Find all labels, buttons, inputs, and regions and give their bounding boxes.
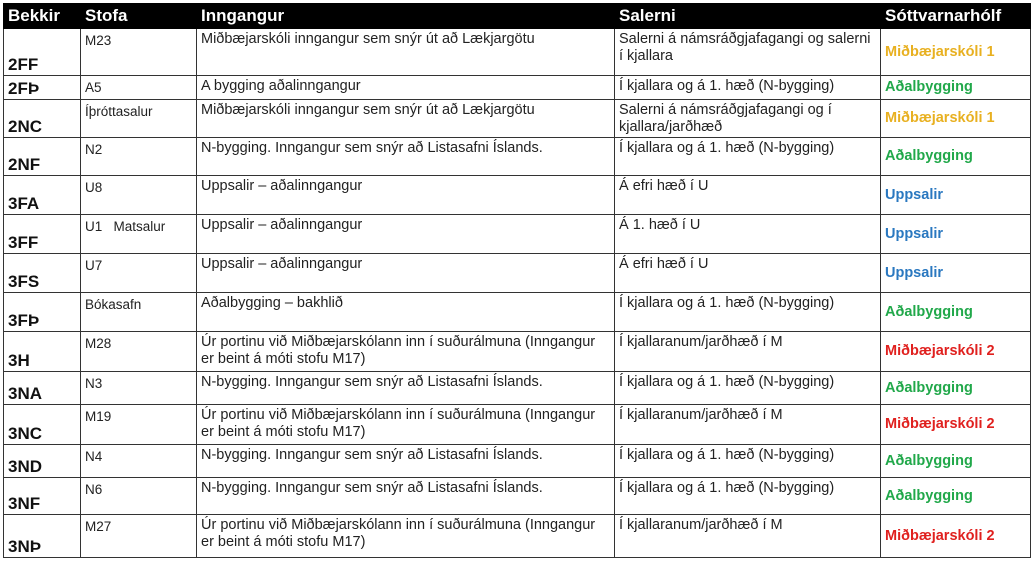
cell-sottvarnarholf: Miðbæjarskóli 2 bbox=[881, 405, 1031, 445]
cell-salerni: Í kjallara og á 1. hæð (N-bygging) bbox=[615, 293, 881, 332]
cell-inngangur: N-bygging. Inngangur sem snýr að Listasafni Íslands. bbox=[197, 478, 615, 515]
cell-inngangur: Miðbæjarskóli inngangur sem snýr út að Lækjargötu bbox=[197, 29, 615, 76]
cell-bekkir: 2FF bbox=[4, 29, 81, 76]
cell-salerni: Salerni á námsráðgjafagangi og salerni í kjallara bbox=[615, 29, 881, 76]
cell-salerni: Í kjallara og á 1. hæð (N-bygging) bbox=[615, 138, 881, 176]
cell-salerni: Á 1. hæð í U bbox=[615, 215, 881, 254]
cell-stofa: Íþróttasalur bbox=[81, 100, 197, 138]
cell-salerni: Á efri hæð í U bbox=[615, 254, 881, 293]
cell-stofa: N2 bbox=[81, 138, 197, 176]
cell-sottvarnarholf: Aðalbygging bbox=[881, 293, 1031, 332]
cell-stofa: U1 Matsalur bbox=[81, 215, 197, 254]
cell-stofa: N6 bbox=[81, 478, 197, 515]
cell-inngangur: Uppsalir – aðalinngangur bbox=[197, 254, 615, 293]
table-row bbox=[4, 478, 1031, 515]
cell-stofa: M28 bbox=[81, 332, 197, 372]
cell-sottvarnarholf: Aðalbygging bbox=[881, 372, 1031, 405]
table-row bbox=[4, 76, 1031, 100]
cell-salerni: Salerni á námsráðgjafagangi og í kjallara/jarðhæð bbox=[615, 100, 881, 138]
cell-stofa: M27 bbox=[81, 515, 197, 558]
cell-stofa: M23 bbox=[81, 29, 197, 76]
cell-salerni: Í kjallara og á 1. hæð (N-bygging) bbox=[615, 445, 881, 478]
header-row bbox=[4, 4, 1031, 29]
cell-bekkir: 3NÞ bbox=[4, 515, 81, 558]
cell-bekkir: 3FA bbox=[4, 176, 81, 215]
table-row bbox=[4, 515, 1031, 558]
table-row bbox=[4, 100, 1031, 138]
table-row bbox=[4, 372, 1031, 405]
cell-sottvarnarholf: Miðbæjarskóli 1 bbox=[881, 100, 1031, 138]
table-row bbox=[4, 176, 1031, 215]
header-stofa: Stofa bbox=[81, 4, 197, 29]
cell-salerni: Í kjallaranum/jarðhæð í M bbox=[615, 332, 881, 372]
cell-bekkir: 3H bbox=[4, 332, 81, 372]
cell-bekkir: 2NF bbox=[4, 138, 81, 176]
cell-inngangur: N-bygging. Inngangur sem snýr að Listasafni Íslands. bbox=[197, 372, 615, 405]
cell-sottvarnarholf: Miðbæjarskóli 2 bbox=[881, 515, 1031, 558]
cell-salerni: Í kjallaranum/jarðhæð í M bbox=[615, 515, 881, 558]
cell-inngangur: Uppsalir – aðalinngangur bbox=[197, 176, 615, 215]
table-row bbox=[4, 138, 1031, 176]
cell-sottvarnarholf: Uppsalir bbox=[881, 254, 1031, 293]
table-row bbox=[4, 293, 1031, 332]
cell-sottvarnarholf: Uppsalir bbox=[881, 176, 1031, 215]
cell-inngangur: Miðbæjarskóli inngangur sem snýr út að Lækjargötu bbox=[197, 100, 615, 138]
cell-bekkir: 3FF bbox=[4, 215, 81, 254]
header-sottvarnarholf: Sóttvarnarhólf bbox=[881, 4, 1031, 29]
cell-sottvarnarholf: Uppsalir bbox=[881, 215, 1031, 254]
table-row bbox=[4, 254, 1031, 293]
table-row bbox=[4, 29, 1031, 76]
cell-sottvarnarholf: Aðalbygging bbox=[881, 76, 1031, 100]
cell-sottvarnarholf: Aðalbygging bbox=[881, 478, 1031, 515]
cell-salerni: Í kjallara og á 1. hæð (N-bygging) bbox=[615, 372, 881, 405]
cell-salerni: Í kjallaranum/jarðhæð í M bbox=[615, 405, 881, 445]
header-inngangur: Inngangur bbox=[197, 4, 615, 29]
cell-inngangur: N-bygging. Inngangur sem snýr að Listasafni Íslands. bbox=[197, 138, 615, 176]
cell-stofa: A5 bbox=[81, 76, 197, 100]
table-row bbox=[4, 405, 1031, 445]
cell-inngangur: Úr portinu við Miðbæjarskólann inn í suðurálmuna (Inngangur er beint á móti stofu M17) bbox=[197, 332, 615, 372]
table-row bbox=[4, 215, 1031, 254]
classroom-table bbox=[3, 3, 1031, 558]
cell-stofa: N4 bbox=[81, 445, 197, 478]
cell-inngangur: N-bygging. Inngangur sem snýr að Listasafni Íslands. bbox=[197, 445, 615, 478]
cell-salerni: Í kjallara og á 1. hæð (N-bygging) bbox=[615, 478, 881, 515]
cell-sottvarnarholf: Miðbæjarskóli 1 bbox=[881, 29, 1031, 76]
cell-stofa: N3 bbox=[81, 372, 197, 405]
cell-inngangur: Aðalbygging – bakhlið bbox=[197, 293, 615, 332]
cell-sottvarnarholf: Miðbæjarskóli 2 bbox=[881, 332, 1031, 372]
cell-sottvarnarholf: Aðalbygging bbox=[881, 445, 1031, 478]
table-row bbox=[4, 445, 1031, 478]
header-bekkir: Bekkir bbox=[4, 4, 81, 29]
cell-bekkir: 3NF bbox=[4, 478, 81, 515]
cell-stofa: U8 bbox=[81, 176, 197, 215]
table-row bbox=[4, 332, 1031, 372]
cell-bekkir: 3ND bbox=[4, 445, 81, 478]
cell-inngangur: Úr portinu við Miðbæjarskólann inn í suðurálmuna (Inngangur er beint á móti stofu M17) bbox=[197, 405, 615, 445]
cell-bekkir: 2NC bbox=[4, 100, 81, 138]
cell-stofa: M19 bbox=[81, 405, 197, 445]
cell-bekkir: 3NA bbox=[4, 372, 81, 405]
cell-salerni: Á efri hæð í U bbox=[615, 176, 881, 215]
header-salerni: Salerni bbox=[615, 4, 881, 29]
cell-bekkir: 3NC bbox=[4, 405, 81, 445]
cell-inngangur: Uppsalir – aðalinngangur bbox=[197, 215, 615, 254]
cell-bekkir: 2FÞ bbox=[4, 76, 81, 100]
cell-bekkir: 3FÞ bbox=[4, 293, 81, 332]
cell-sottvarnarholf: Aðalbygging bbox=[881, 138, 1031, 176]
cell-inngangur: A bygging aðalinngangur bbox=[197, 76, 615, 100]
cell-salerni: Í kjallara og á 1. hæð (N-bygging) bbox=[615, 76, 881, 100]
cell-inngangur: Úr portinu við Miðbæjarskólann inn í suðurálmuna (Inngangur er beint á móti stofu M17) bbox=[197, 515, 615, 558]
cell-stofa: U7 bbox=[81, 254, 197, 293]
cell-bekkir: 3FS bbox=[4, 254, 81, 293]
cell-stofa: Bókasafn bbox=[81, 293, 197, 332]
